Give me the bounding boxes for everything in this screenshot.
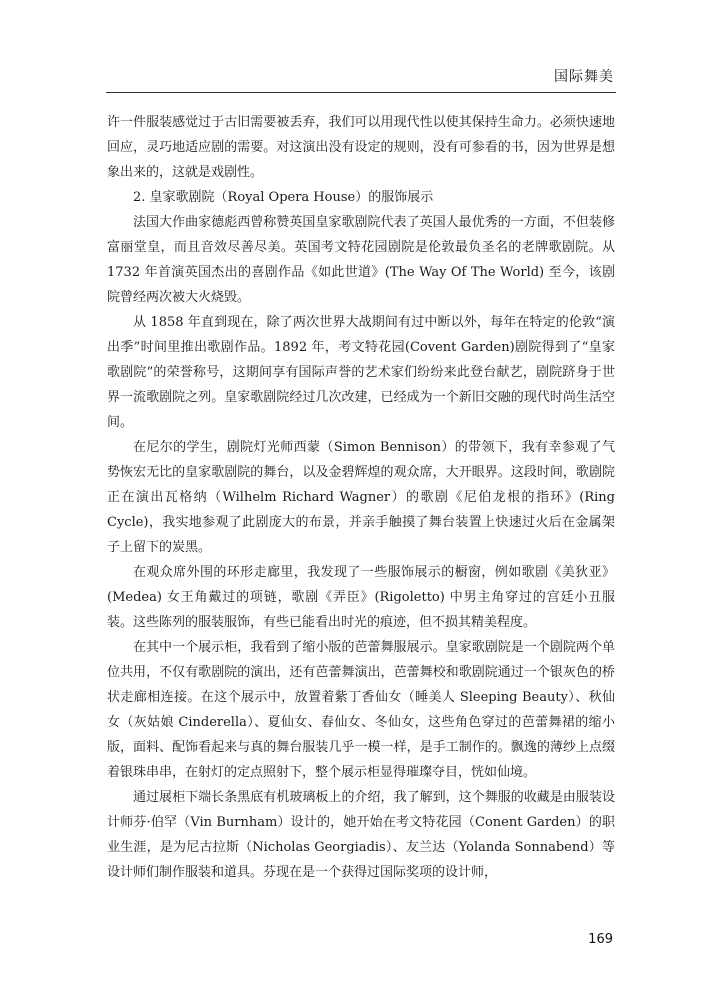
paragraph: 在其中一个展示柜，我看到了缩小版的芭蕾舞服展示。皇家歌剧院是一个剧院两个单位共用，不仅有歌剧院的演出，还有芭蕾舞演出，芭蕾舞校和歌剧院通过一个银灰色的桥状走廊相连接。在这个展示中，放置着紫丁香仙女（睡美人 Sleeping Beauty）、秋仙女（灰姑娘 Cinderella）、夏仙女、春仙女、冬仙女，这些角色穿过的芭蕾舞裙的缩小版，面料、配饰看起来与真的舞台服装几乎一模一样，是手工制作的。飘逸的薄纱上点缀着银珠串串，在射灯的定点照射下，整个展示柜显得璀璨夺目，恍如仙境。 [107, 640, 615, 780]
section-heading: 2. 皇家歌剧院（Royal Opera House）的服饰展示 [133, 190, 434, 205]
paragraph: 从 1858 年直到现在，除了两次世界大战期间有过中断以外，每年在特定的伦敦“演出季”时间里推出歌剧作品。1892 年，考文特花园(Covent Garden)剧院得到了“皇家歌剧院”的荣誉称号，这期间享有国际声誉的艺术家们纷纷来此登台献艺，剧院跻身于世界一流歌剧院之列。皇家歌剧院经过几次改建，已经成为一个新旧交融的现代时尚生活空间。 [107, 315, 615, 430]
paragraph: 在观众席外围的环形走廊里，我发现了一些服饰展示的橱窗，例如歌剧《美狄亚》(Medea) 女王角戴过的项链，歌剧《弄臣》(Rigoletto) 中男主角穿过的宫廷小丑服装。这些陈列的服装服饰，有些已能看出时光的痕迹，但不损其精美程度。 [107, 565, 615, 630]
paragraph: 在尼尔的学生，剧院灯光师西蒙（Simon Bennison）的带领下，我有幸参观了气势恢宏无比的皇家歌剧院的舞台，以及金碧辉煌的观众席，大开眼界。这段时间，歌剧院正在演出瓦格纳（Wilhelm Richard Wagner）的歌剧《尼伯龙根的指环》(Ring Cycle)，我实地参观了此剧庞大的布景，并亲手触摸了舞台装置上快速过火后在金属架子上留下的炭黑。 [107, 440, 615, 555]
body-text [107, 110, 615, 885]
header-rule [106, 92, 616, 93]
paragraph: 通过展柜下端长条黑底有机玻璃板上的介绍，我了解到，这个舞服的收藏是由服装设计师芬·伯罕（Vin Burnham）设计的，她开始在考文特花园（Conent Garden）的职业生涯，是为尼古拉斯（Nicholas Georgiadis）、友兰达（Yolanda Sonnabend）等设计师们制作服装和道具。芬现在是一个获得过国际奖项的设计师， [107, 790, 615, 880]
paragraph: 法国大作曲家德彪西曾称赞英国皇家歌剧院代表了英国人最优秀的一方面，不但装修富丽堂皇，而且音效尽善尽美。英国考文特花园剧院是伦敦最负圣名的老牌歌剧院。从 1732 年首演英国杰出的喜剧作品《如此世道》(The Way Of The World) 至今，该剧院曾经两次被大火烧毁。 [107, 215, 615, 305]
paragraph-continuation: 许一件服装感觉过于古旧需要被丢弃，我们可以用现代性以使其保持生命力。必须快速地回应，灵巧地适应剧的需要。对这演出没有设定的规则，没有可参看的书，因为世界是想象出来的，这就是戏剧性。 [107, 115, 615, 180]
page-number: 169 [588, 932, 613, 947]
running-header-title: 国际舞美 [554, 69, 614, 85]
